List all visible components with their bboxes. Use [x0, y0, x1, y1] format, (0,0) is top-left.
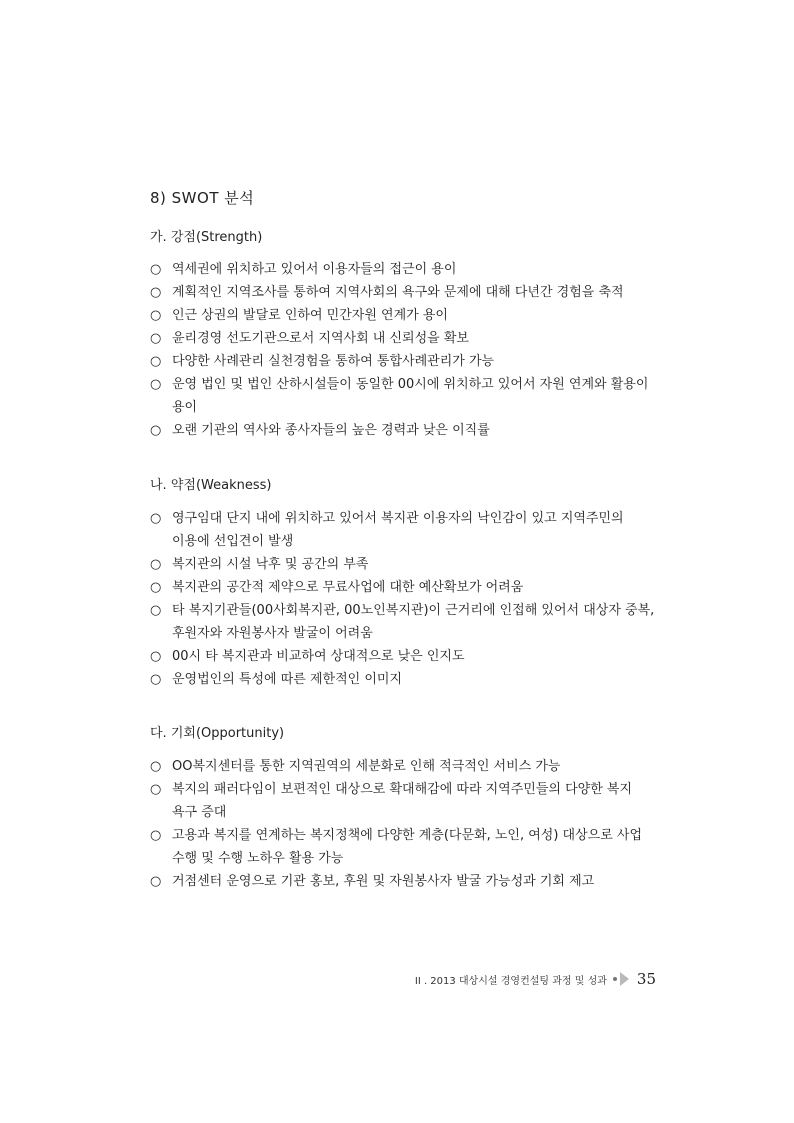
circle-bullet-icon: ○ [150, 511, 162, 526]
list-item-text: 인근 상권의 발달로 인하여 민간자원 연계가 용이 [172, 308, 448, 323]
list-item [150, 824, 670, 870]
list-item-text: 복지관의 공간적 제약으로 무료사업에 대한 예산확보가 어려움 [172, 580, 524, 595]
list-item [150, 553, 670, 576]
list-item-text: 00시 타 복지관과 비교하여 상대적으로 낮은 인지도 [172, 649, 465, 664]
circle-bullet-icon: ○ [150, 557, 162, 572]
list-item [150, 778, 670, 824]
circle-bullet-icon: ○ [150, 262, 162, 277]
chevron-right-icon [620, 972, 629, 986]
list-item [150, 327, 670, 350]
circle-bullet-icon: ○ [150, 672, 162, 687]
list-item-text: OO복지센터를 통한 지역권역의 세분화로 인해 적극적인 서비스 가능 [172, 759, 561, 774]
list-item-text: 타 복지기관들(00사회복지관, 00노인복지관)이 근거리에 인접해 있어서 대상자 중복, 후원자와 자원봉사자 발굴이 어려움 [172, 603, 655, 641]
list-item [150, 419, 670, 442]
list-item [150, 304, 670, 327]
circle-bullet-icon: ○ [150, 354, 162, 369]
opportunity-list [150, 755, 670, 893]
list-item-text: 영구임대 단지 내에 위치하고 있어서 복지관 이용자의 낙인감이 있고 지역주민의 이용에 선입견이 발생 [172, 511, 624, 549]
list-item [150, 599, 670, 645]
list-item-text: 계획적인 지역조사를 통하여 지역사회의 욕구와 문제에 대해 다년간 경험을 축적 [172, 285, 624, 300]
list-item [150, 281, 670, 304]
circle-bullet-icon: ○ [150, 759, 162, 774]
circle-bullet-icon: ○ [150, 285, 162, 300]
list-item-text: 다양한 사례관리 실천경험을 통하여 통합사례관리가 가능 [172, 354, 495, 369]
section-title: 8) SWOT 분석 [150, 189, 255, 207]
page-number: 35 [636, 970, 656, 988]
page-footer [415, 970, 656, 988]
list-item-text: 복지관의 시설 낙후 및 공간의 부족 [172, 557, 369, 572]
circle-bullet-icon: ○ [150, 377, 162, 392]
circle-bullet-icon: ○ [150, 782, 162, 797]
list-item-text: 윤리경영 선도기관으로서 지역사회 내 신뢰성을 확보 [172, 331, 469, 346]
list-item [150, 350, 670, 373]
list-item [150, 645, 670, 668]
list-item [150, 258, 670, 281]
circle-bullet-icon: ○ [150, 331, 162, 346]
weakness-list [150, 507, 670, 691]
circle-bullet-icon: ○ [150, 828, 162, 843]
list-item-text: 운영법인의 특성에 따른 제한적인 이미지 [172, 672, 403, 687]
list-item [150, 507, 670, 553]
circle-bullet-icon: ○ [150, 603, 162, 618]
list-item [150, 576, 670, 599]
circle-bullet-icon: ○ [150, 423, 162, 438]
list-item [150, 870, 670, 893]
list-item-text: 복지의 패러다임이 보편적인 대상으로 확대해감에 따라 지역주민들의 다양한 복지 욕구 증대 [172, 782, 633, 820]
strength-list [150, 258, 670, 442]
circle-bullet-icon: ○ [150, 308, 162, 323]
list-item-text: 운영 법인 및 법인 산하시설들이 동일한 00시에 위치하고 있어서 자원 연계와 활용이 용이 [172, 377, 649, 415]
list-item-text: 오랜 기관의 역사와 종사자들의 높은 경력과 낮은 이직률 [172, 423, 490, 438]
opportunity-heading: 다. 기회(Opportunity) [150, 726, 285, 741]
list-item [150, 373, 670, 419]
footer-chapter-title: II . 2013 대상시설 경영컨설팅 과정 및 성과 [414, 975, 607, 987]
list-item-text: 역세권에 위치하고 있어서 이용자들의 접근이 용이 [172, 262, 457, 277]
list-item [150, 668, 670, 691]
strength-heading: 가. 강점(Strength) [150, 230, 263, 245]
list-item-text: 거점센터 운영으로 기관 홍보, 후원 및 자원봉사자 발굴 가능성과 기회 제고 [172, 874, 595, 889]
weakness-heading: 나. 약점(Weakness) [150, 478, 272, 493]
circle-bullet-icon: ○ [150, 580, 162, 595]
list-item-text: 고용과 복지를 연계하는 복지정책에 다양한 계층(다문화, 노인, 여성) 대상으로 사업 수행 및 수행 노하우 활용 가능 [172, 828, 643, 866]
circle-bullet-icon: ○ [150, 649, 162, 664]
list-item [150, 755, 670, 778]
circle-bullet-icon: ○ [150, 874, 162, 889]
bullet-dot-icon [613, 977, 617, 981]
